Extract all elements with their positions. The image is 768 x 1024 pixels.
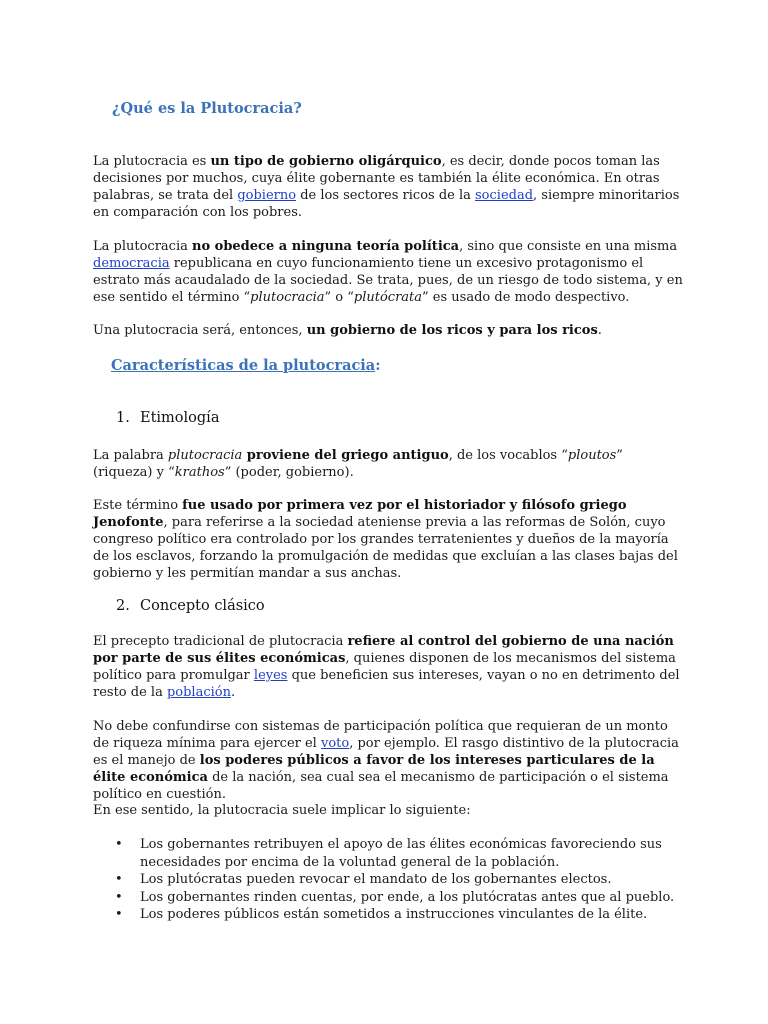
text: Una plutocracia será, entonces,: [93, 323, 307, 338]
bold-text: refiere al control del gobierno de una nación por parte de sus élites económicas: [93, 634, 674, 666]
link-poblacion[interactable]: población: [166, 685, 231, 700]
page-title: ¿Qué es la Plutocracia?: [112, 100, 302, 117]
characteristics-heading-text: Características de la plutocracia: [111, 357, 376, 374]
text: , para referirse a la sociedad ateniense previa a las reformas de Solón, cuyo congreso político era controlado por los grandes terratenientes y dueños de la mayoría de los esclavos, forzando la promulgación de medidas que excluían a las clases bajas del gobierno y les permitían mandar a sus anchas.: [93, 515, 678, 581]
text: de la nación, sea cual sea el mecanismo de participación o el sistema político en cuestión.: [93, 770, 669, 802]
bold-text: no obedece a ninguna teoría política: [192, 239, 460, 254]
text: La plutocracia: [93, 239, 192, 254]
section-heading-etimologia: [116, 410, 219, 426]
list-item: [93, 871, 683, 889]
text: No debe confundirse con sistemas de participación política que requieran de un monto de riqueza mínima para ejercer el: [93, 719, 668, 751]
text: , por ejemplo. El rasgo distintivo de la plutocracia es el manejo de: [93, 736, 679, 768]
section-title: Etimología: [140, 410, 220, 426]
paragraph-etimologia: [93, 447, 683, 481]
list-item: [93, 906, 683, 924]
list-item: [93, 836, 683, 871]
text: Este término: [93, 498, 183, 513]
section-number: 2.: [116, 598, 130, 614]
list-item: [93, 889, 683, 907]
heading-colon: :: [375, 357, 381, 374]
text: ” o “: [324, 290, 354, 305]
paragraph-jenofonte: [93, 497, 683, 582]
text: , es decir, donde pocos toman las decisiones por muchos, cuya élite gobernante es también la élite económica. En otras palabras, se trata del: [93, 154, 660, 203]
section-heading-concepto: [116, 598, 265, 614]
text: .: [597, 323, 602, 338]
bullet-icon: •: [115, 907, 123, 922]
implications-list: [93, 836, 683, 924]
list-item-text: Los gobernantes rinden cuentas, por ende, a los plutócratas antes que al pueblo.: [140, 889, 675, 905]
italic-text: krathos: [174, 465, 225, 480]
italic-text: plutócrata: [353, 290, 423, 305]
paragraph-concepto: [93, 633, 683, 701]
paragraph-implica: En ese sentido, la plutocracia suele implicar lo siguiente:: [93, 803, 471, 818]
bold-text: fue usado por primera vez por el historiador y filósofo griego Jenofonte: [93, 498, 627, 530]
text: republicana en cuyo funcionamiento tiene un excesivo protagonismo el estrato más acaudalado de la sociedad. Se trata, pues, de un riesgo de todo sistema, y en ese sentido el término “: [93, 256, 683, 305]
text: , sino que consiste en una misma: [459, 239, 678, 254]
bold-text: proviene del griego antiguo: [242, 448, 449, 463]
text: , quienes disponen de los mecanismos del sistema político para promulgar: [93, 651, 676, 683]
bullet-icon: •: [115, 837, 123, 852]
list-item-text: Los gobernantes retribuyen el apoyo de las élites económicas favoreciendo sus necesidades por encima de la voluntad general de la población.: [140, 837, 662, 870]
list-item-text: Los plutócratas pueden revocar el mandato de los gobernantes electos.: [140, 872, 612, 887]
bold-text: los poderes públicos a favor de los intereses particulares de la élite económica: [93, 753, 655, 785]
link-gobierno[interactable]: gobierno: [237, 188, 297, 203]
bold-text: un tipo de gobierno oligárquico: [210, 154, 442, 169]
text: , de los vocablos “: [448, 448, 568, 463]
text: ” es usado de modo despectivo.: [422, 290, 630, 305]
section-title: Concepto clásico: [140, 598, 265, 614]
text: La palabra: [93, 448, 168, 463]
italic-text: plutocracia: [167, 448, 243, 463]
italic-text: ploutos: [567, 448, 617, 463]
bold-text: un gobierno de los ricos y para los ricos: [306, 323, 598, 338]
bullet-icon: •: [115, 889, 123, 905]
text: La plutocracia es: [93, 154, 211, 169]
paragraph-definition: [93, 153, 683, 221]
italic-text: plutocracia: [250, 290, 325, 305]
section-number: 1.: [116, 410, 130, 426]
text: ” (riqueza) y “: [93, 448, 623, 480]
text: El precepto tradicional de plutocracia: [93, 634, 348, 649]
text: ” (poder, gobierno).: [224, 465, 354, 480]
link-leyes[interactable]: leyes: [253, 668, 288, 683]
link-sociedad[interactable]: sociedad: [475, 188, 534, 203]
link-democracia[interactable]: democracia: [93, 256, 170, 271]
bullet-icon: •: [115, 872, 123, 887]
text: que beneficien sus intereses, vayan o no en detrimento del resto de la: [93, 668, 680, 700]
paragraph-theory: [93, 238, 683, 306]
paragraph-participacion: [93, 718, 683, 803]
text: de los sectores ricos de la: [296, 188, 476, 203]
characteristics-heading: [111, 357, 381, 374]
link-voto[interactable]: voto: [320, 736, 350, 751]
text: .: [230, 685, 236, 700]
text: , siempre minoritarios en comparación con los pobres.: [93, 188, 680, 220]
list-item-text: Los poderes públicos están sometidos a instrucciones vinculantes de la élite.: [140, 907, 648, 922]
paragraph-summary: [93, 322, 683, 339]
